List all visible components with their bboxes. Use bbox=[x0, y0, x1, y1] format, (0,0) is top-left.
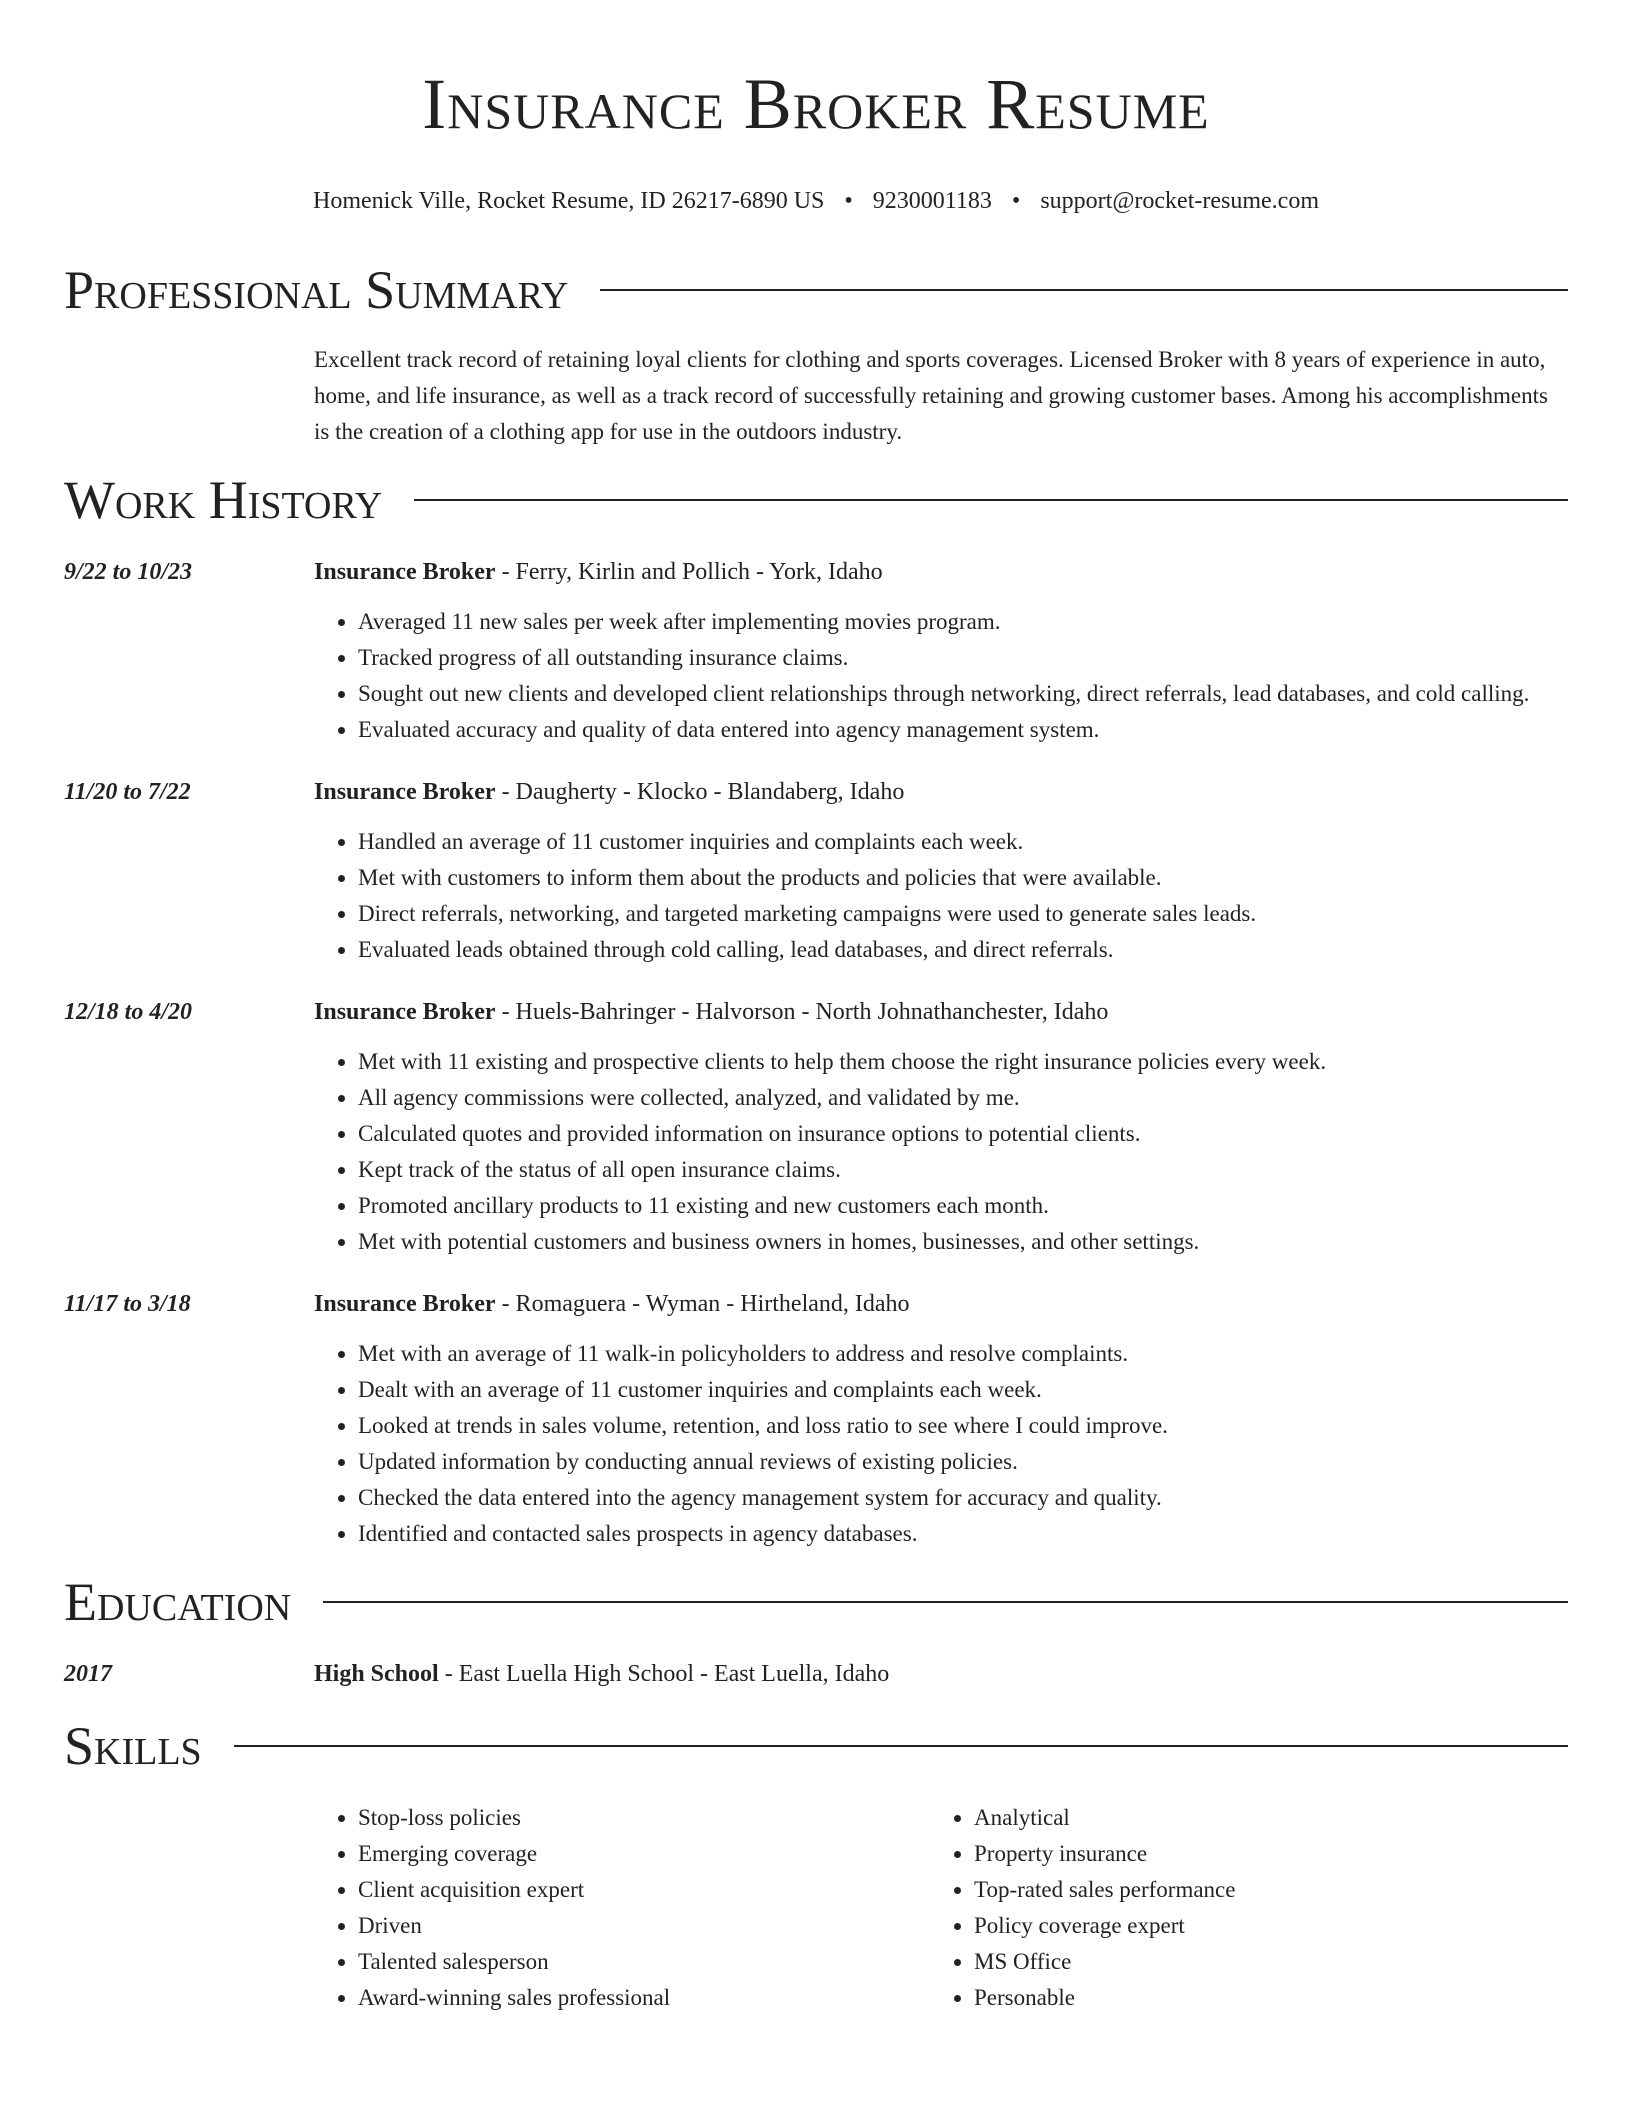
skill-item: • Stop-loss policies bbox=[358, 1800, 930, 1836]
section-rule bbox=[414, 499, 1568, 501]
list-item: • Sought out new clients and developed client relationships through networking, direct referrals, lead databases, and cold calling. bbox=[358, 676, 1568, 712]
skills-section-header bbox=[64, 1716, 1568, 1776]
job-role: Insurance Broker bbox=[314, 999, 496, 1025]
list-item: • Averaged 11 new sales per week after implementing movies program. bbox=[358, 604, 1568, 640]
job-body bbox=[314, 554, 1568, 748]
skill-item: • Talented salesperson bbox=[358, 1944, 930, 1980]
skills-column-left bbox=[314, 1800, 930, 2016]
job-details: - Ferry, Kirlin and Pollich - York, Idaho bbox=[495, 559, 883, 585]
list-item: • Promoted ancillary products to 11 existing and new customers each month. bbox=[358, 1188, 1568, 1224]
list-item: • Calculated quotes and provided information on insurance options to potential clients. bbox=[358, 1116, 1568, 1152]
job-entry bbox=[64, 994, 1568, 1260]
skill-item: • Analytical bbox=[974, 1800, 1546, 1836]
work-heading: Work History bbox=[64, 470, 383, 530]
contact-phone: 9230001183 bbox=[872, 188, 992, 214]
summary-section-header bbox=[64, 260, 1568, 320]
education-section-header bbox=[64, 1572, 1568, 1632]
job-bullets bbox=[314, 604, 1568, 748]
summary-heading: Professional Summary bbox=[64, 260, 569, 320]
skill-item: • Personable bbox=[974, 1980, 1546, 2016]
list-item: • Checked the data entered into the agency management system for accuracy and quality. bbox=[358, 1480, 1568, 1516]
section-rule bbox=[600, 289, 1568, 291]
list-item: • Met with an average of 11 walk-in policyholders to address and resolve complaints. bbox=[358, 1336, 1568, 1372]
list-item: • Tracked progress of all outstanding insurance claims. bbox=[358, 640, 1568, 676]
skills-heading: Skills bbox=[64, 1716, 202, 1776]
contact-separator: • bbox=[844, 188, 853, 214]
list-item: • Evaluated leads obtained through cold calling, lead databases, and direct referrals. bbox=[358, 932, 1568, 968]
job-entry bbox=[64, 1286, 1568, 1552]
education-date: 2017 bbox=[64, 1661, 112, 1687]
list-item: • Met with potential customers and business owners in homes, businesses, and other settings. bbox=[358, 1224, 1568, 1260]
skill-item: • Top-rated sales performance bbox=[974, 1872, 1546, 1908]
list-item: • Looked at trends in sales volume, retention, and loss ratio to see where I could improve. bbox=[358, 1408, 1568, 1444]
skills-column-right bbox=[930, 1800, 1546, 2016]
work-section-header bbox=[64, 470, 1568, 530]
job-heading bbox=[314, 994, 1568, 1030]
list-item: • Dealt with an average of 11 customer inquiries and complaints each week. bbox=[358, 1372, 1568, 1408]
skills-list bbox=[314, 1800, 1568, 2016]
resume-title: Insurance Broker Resume bbox=[422, 64, 1210, 144]
list-item: • Met with customers to inform them about the products and policies that were available. bbox=[358, 860, 1568, 896]
section-rule bbox=[323, 1601, 1568, 1603]
list-item: • Kept track of the status of all open insurance claims. bbox=[358, 1152, 1568, 1188]
skill-item: • Client acquisition expert bbox=[358, 1872, 930, 1908]
job-entry bbox=[64, 774, 1568, 968]
job-date: 11/20 to 7/22 bbox=[64, 779, 191, 805]
skill-item: • Emerging coverage bbox=[358, 1836, 930, 1872]
education-heading: Education bbox=[64, 1572, 292, 1632]
skill-item: • Property insurance bbox=[974, 1836, 1546, 1872]
summary-text: Excellent track record of retaining loyal clients for clothing and sports coverages. Licensed Broker with 8 years of experience in auto, home, and life insurance, as well as a track record of successfully retaining and growing customer bases. Among his accomplishments is the creation of a clothing app for use in the outdoors industry. bbox=[314, 347, 1548, 444]
list-item: • Identified and contacted sales prospects in agency databases. bbox=[358, 1516, 1568, 1552]
job-role: Insurance Broker bbox=[314, 1291, 496, 1317]
education-degree: High School bbox=[314, 1661, 439, 1687]
job-bullets bbox=[314, 1336, 1568, 1552]
job-body bbox=[314, 774, 1568, 968]
job-details: - Romaguera - Wyman - Hirtheland, Idaho bbox=[495, 1291, 910, 1317]
job-bullets bbox=[314, 824, 1568, 968]
job-date: 11/17 to 3/18 bbox=[64, 1291, 191, 1317]
list-item: • Evaluated accuracy and quality of data entered into agency management system. bbox=[358, 712, 1568, 748]
contact-email: support@rocket-resume.com bbox=[1040, 188, 1319, 214]
job-heading bbox=[314, 1286, 1568, 1322]
job-date: 9/22 to 10/23 bbox=[64, 559, 193, 585]
list-item: • Handled an average of 11 customer inquiries and complaints each week. bbox=[358, 824, 1568, 860]
skill-item: • Driven bbox=[358, 1908, 930, 1944]
skill-item: • MS Office bbox=[974, 1944, 1546, 1980]
job-role: Insurance Broker bbox=[314, 779, 496, 805]
contact-line bbox=[64, 186, 1568, 216]
job-entry bbox=[64, 554, 1568, 748]
job-date: 12/18 to 4/20 bbox=[64, 999, 193, 1025]
list-item: • All agency commissions were collected, analyzed, and validated by me. bbox=[358, 1080, 1568, 1116]
education-details: - East Luella High School - East Luella, Idaho bbox=[438, 1661, 890, 1687]
section-rule bbox=[234, 1745, 1568, 1747]
skill-item: • Policy coverage expert bbox=[974, 1908, 1546, 1944]
job-body bbox=[314, 994, 1568, 1260]
job-details: - Daugherty - Klocko - Blandaberg, Idaho bbox=[495, 779, 905, 805]
skill-item: • Award-winning sales professional bbox=[358, 1980, 930, 2016]
list-item: • Direct referrals, networking, and targeted marketing campaigns were used to generate sales leads. bbox=[358, 896, 1568, 932]
list-item: • Met with 11 existing and prospective clients to help them choose the right insurance policies every week. bbox=[358, 1044, 1568, 1080]
education-entry bbox=[64, 1656, 1568, 1692]
list-item: • Updated information by conducting annual reviews of existing policies. bbox=[358, 1444, 1568, 1480]
education-heading-line bbox=[314, 1656, 889, 1692]
job-heading bbox=[314, 774, 1568, 810]
job-details: - Huels-Bahringer - Halvorson - North Johnathanchester, Idaho bbox=[495, 999, 1109, 1025]
job-role: Insurance Broker bbox=[314, 559, 496, 585]
contact-separator: • bbox=[1011, 188, 1021, 214]
contact-address: Homenick Ville, Rocket Resume, ID 26217-6890 US bbox=[313, 188, 825, 214]
job-heading bbox=[314, 554, 1568, 590]
job-body bbox=[314, 1286, 1568, 1552]
job-bullets bbox=[314, 1044, 1568, 1260]
